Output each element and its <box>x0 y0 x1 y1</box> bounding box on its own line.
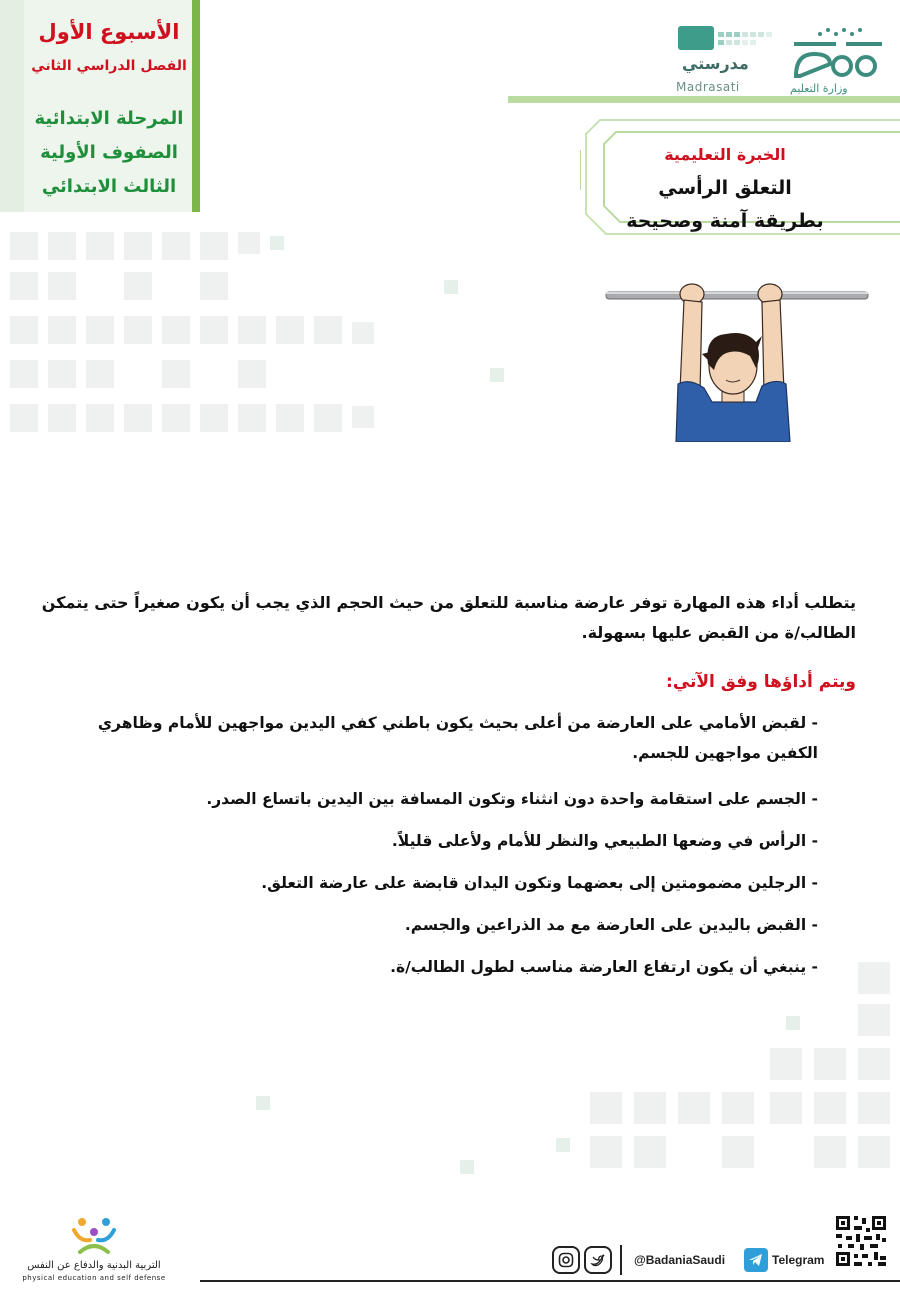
grades-label: الصفوف الأولية <box>40 142 178 163</box>
step-item: - الجسم على استقامة واحدة دون انثناء وتكون المسافة بين اليدين باتساع الصدر. <box>206 790 818 808</box>
madrasati-arabic-name: مدرستي <box>682 54 749 73</box>
week-title: الأسبوع الأول <box>38 20 180 44</box>
step-item: - الرجلين مضمومتين إلى بعضهما وتكون اليدان قابضة على عارضة التعلق. <box>261 874 818 892</box>
vision-2030-logo <box>790 20 890 95</box>
box-inner-stripe <box>0 0 24 212</box>
twitter-icon[interactable] <box>584 1246 612 1274</box>
ministry-name: وزارة التعليم <box>790 82 848 95</box>
experience-label: الخبرة التعليمية <box>664 145 786 164</box>
madrasati-mark-icon <box>676 22 786 56</box>
stage-label: المرحلة الابتدائية <box>34 108 184 129</box>
social-handle[interactable]: @BadaniaSaudi <box>634 1253 726 1267</box>
physical-education-logo <box>14 1212 174 1284</box>
grade-label: الثالث الابتدائي <box>41 176 177 197</box>
semester-label: الفصل الدراسي الثاني <box>31 58 187 74</box>
experience-subtitle: بطريقة آمنة وصحيحة <box>626 210 824 232</box>
qr-code-icon[interactable] <box>834 1214 888 1268</box>
intro-paragraph: يتطلب أداء هذه المهارة توفر عارضة مناسبة للتعلق من حيث الحجم الذي يجب أن يكون صغيراً حتى يتمكن الطالب/ة من القبض عليها بسهولة. <box>41 593 856 642</box>
experience-title: التعلق الرأسي <box>658 177 792 199</box>
step-item: - ينبغي أن يكون ارتفاع العارضة مناسب لطول الطالب/ة. <box>390 958 818 976</box>
step-item: - لقبض الأمامي على العارضة من أعلى بحيث يكون باطني كفي اليدين مواجهين للأمام وظاهري الكفين مواجهين للجسم. <box>97 714 818 762</box>
footer-divider <box>200 1280 900 1282</box>
step-item: - الرأس في وضعها الطبيعي والنظر للأمام ولأعلى قليلاً. <box>391 832 818 850</box>
hanging-boy-illustration <box>600 280 872 442</box>
steps-title: ويتم أداؤها وفق الآتي: <box>666 672 856 692</box>
pe-figures-icon <box>14 1212 174 1258</box>
social-links <box>552 1244 725 1276</box>
social-divider <box>620 1245 622 1275</box>
telegram-label: Telegram <box>772 1253 825 1267</box>
pe-arabic-name: التربية البدنية والدفاع عن النفس <box>27 1260 161 1271</box>
telegram-link[interactable] <box>744 1244 824 1276</box>
pe-english-name: physical education and self defense <box>22 1274 166 1282</box>
telegram-icon[interactable] <box>744 1248 768 1272</box>
box-accent-stripe <box>192 0 200 212</box>
madrasati-logo <box>676 22 786 94</box>
madrasati-english-name: Madrasati <box>676 80 740 94</box>
instagram-icon[interactable] <box>552 1246 580 1274</box>
vision-2030-mark-icon <box>790 20 890 80</box>
header-divider <box>508 96 900 103</box>
step-item: - القبض باليدين على العارضة مع مد الذراعين والجسم. <box>404 916 818 934</box>
